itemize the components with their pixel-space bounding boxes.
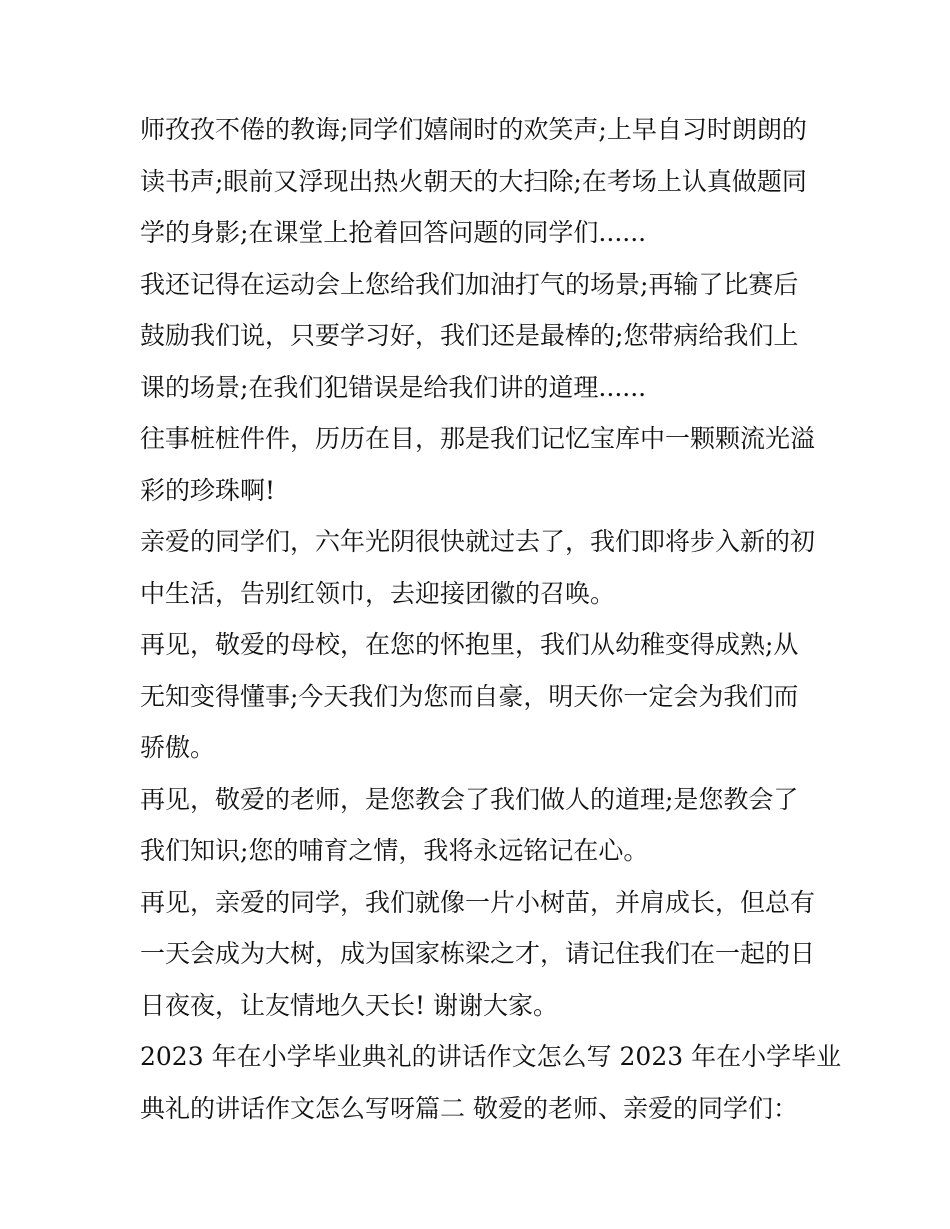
- text-line: 一天会成为大树，成为国家栋梁之才，请记住我们在一起的日: [140, 939, 816, 968]
- text-line: 2023 年在小学毕业典礼的讲话作文怎么写 2023 年在小学毕业: [140, 1042, 842, 1071]
- text-line: 我们知识;您的哺育之情，我将永远铭记在心。: [140, 836, 649, 865]
- text-line: 师孜孜不倦的教诲;同学们嬉闹时的欢笑声;上早自习时朗朗的: [140, 115, 807, 144]
- text-line: 无知变得懂事;今天我们为您而自豪，明天你一定会为我们而: [140, 681, 799, 711]
- text-line: 亲爱的同学们，六年光阴很快就过去了，我们即将步入新的初: [140, 527, 816, 556]
- text-line: 典礼的讲话作文怎么写呀篇二 敬爱的老师、亲爱的同学们：: [140, 1093, 798, 1123]
- text-line: 再见，敬爱的老师，是您教会了我们做人的道理;是您教会了: [140, 784, 799, 814]
- text-line: 我还记得在运动会上您给我们加油打气的场景;再输了比赛后: [140, 269, 799, 299]
- document-page: [140, 104, 842, 1134]
- text-line: 再见，亲爱的同学，我们就像一片小树苗，并肩成长，但总有: [140, 887, 816, 917]
- text-line: 日夜夜，让友情地久天长! 谢谢大家。: [140, 990, 558, 1020]
- text-line: 课的场景;在我们犯错误是给我们讲的道理......: [140, 372, 647, 402]
- text-line: 鼓励我们说，只要学习好，我们还是最棒的;您带病给我们上: [140, 321, 799, 350]
- text-line: 读书声;眼前又浮现出热火朝天的大扫除;在考场上认真做题同: [140, 166, 807, 196]
- text-line: 骄傲。: [140, 733, 216, 762]
- text-line: 彩的珍珠啊!: [140, 475, 276, 505]
- text-line: 学的身影;在课堂上抢着回答问题的同学们......: [140, 218, 647, 247]
- text-line: 中生活，告别红领巾，去迎接团徽的召唤。: [140, 578, 616, 608]
- text-line: 再见，敬爱的母校，在您的怀抱里，我们从幼稚变得成熟;从: [140, 630, 799, 659]
- text-line: 往事桩桩件件，历历在目，那是我们记忆宝库中一颗颗流光溢: [140, 424, 816, 453]
